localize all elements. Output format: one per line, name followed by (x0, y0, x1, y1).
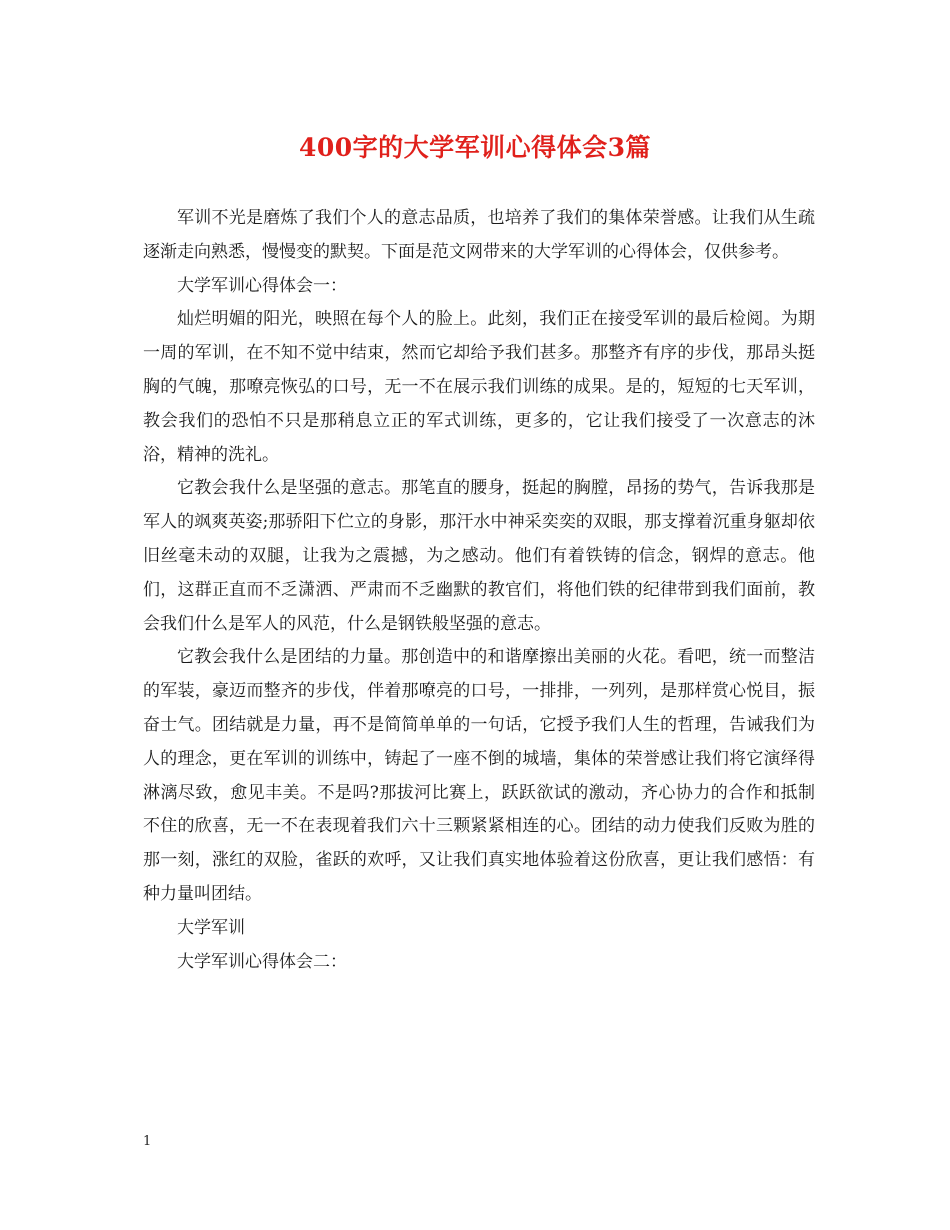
section-heading-two: 大学军训心得体会二： (177, 951, 347, 972)
document-body (143, 202, 815, 979)
body-paragraph: 它教会我什么是团结的力量。那创造中的和谐摩擦出美丽的火花。看吧，统一而整洁的军装，豪迈而整齐的步伐，伴着那嘹亮的口号，一排排，一列列，是那样赏心悦目，振奋士气。团结就是力量，再不是简简单单的一句话，它授予我们人生的哲理，告诫我们为人的理念，更在军训的训练中，铸起了一座不倒的城墙，集体的荣誉感让我们将它演绎得淋漓尽致，愈见丰美。不是吗?那拔河比赛上，跃跃欲试的激动，齐心协力的合作和抵制不住的欣喜，无一不在表现着我们六十三颗紧紧相连的心。团结的动力使我们反败为胜的那一刻，涨红的双脸，雀跃的欢呼，又让我们真实地体验着这份欣喜，更让我们感悟：有种力量叫团结。 (143, 647, 815, 904)
intro-paragraph: 军训不光是磨炼了我们个人的意志品质，也培养了我们的集体荣誉感。让我们从生疏逐渐走向熟悉，慢慢变的默契。下面是范文网带来的大学军训的心得体会，仅供参考。 (143, 208, 815, 262)
section-heading-one: 大学军训心得体会一： (177, 275, 347, 296)
page-number: 1 (143, 1134, 152, 1149)
body-paragraph: 它教会我什么是坚强的意志。那笔直的腰身，挺起的胸膛，昂扬的势气，告诉我那是军人的飒爽英姿;那骄阳下伫立的身影，那汗水中神采奕奕的双眼，那支撑着沉重身躯却依旧丝毫未动的双腿，让我为之震撼，为之感动。他们有着铁铸的信念，钢焊的意志。他们，这群正直而不乏潇洒、严肃而不乏幽默的教官们，将他们铁的纪律带到我们面前，教会我们什么是军人的风范，什么是钢铁般坚强的意志。 (143, 478, 815, 634)
body-paragraph: 灿烂明媚的阳光，映照在每个人的脸上。此刻，我们正在接受军训的最后检阅。为期一周的军训，在不知不觉中结束，然而它却给予我们甚多。那整齐有序的步伐，那昂头挺胸的气魄，那嘹亮恢弘的口号，无一不在展示我们训练的成果。是的，短短的七天军训，教会我们的恐怕不只是那稍息立正的军式训练，更多的，它让我们接受了一次意志的沐浴，精神的洗礼。 (143, 309, 815, 465)
body-line: 大学军训 (177, 917, 245, 938)
document-title: 400字的大学军训心得体会3篇 (298, 133, 652, 162)
